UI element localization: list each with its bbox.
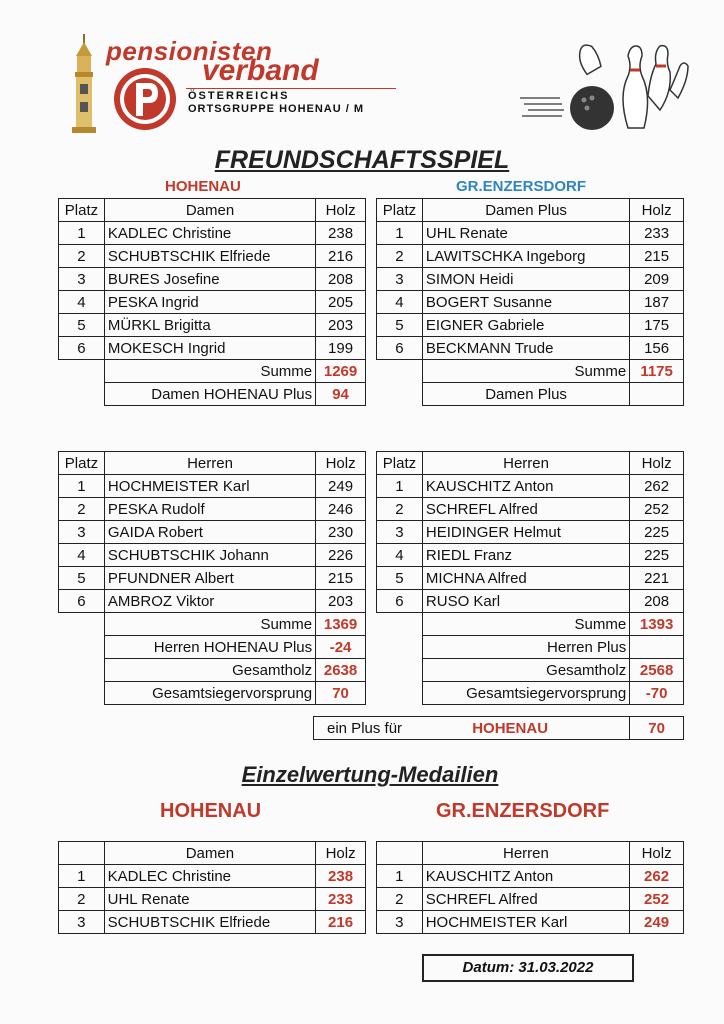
lead-row (377, 682, 684, 705)
table-row (377, 245, 684, 268)
plus-value: 94 (316, 383, 366, 406)
score-cell: 215 (630, 245, 684, 268)
table-header-row (59, 452, 366, 475)
total-label: Gesamtholz (422, 659, 629, 682)
rank-cell: 4 (377, 544, 423, 567)
col-header: Holz (316, 199, 366, 222)
total-row (59, 659, 366, 682)
sum-label: Summe (422, 360, 629, 383)
table-row (377, 291, 684, 314)
name-cell: HOCHMEISTER Karl (422, 911, 629, 934)
men-right-table (376, 451, 684, 705)
table-row (59, 268, 366, 291)
total-row (377, 659, 684, 682)
score-cell: 203 (316, 314, 366, 337)
medals-team-left: HOHENAU (160, 800, 262, 822)
women-left-table (58, 198, 366, 406)
score-cell: 238 (316, 222, 366, 245)
score-cell: 221 (630, 567, 684, 590)
score-cell: 230 (316, 521, 366, 544)
sum-row (59, 360, 366, 383)
rank-cell: 2 (59, 245, 105, 268)
name-cell: GAIDA Robert (104, 521, 315, 544)
table-row (59, 291, 366, 314)
rank-cell: 6 (377, 337, 423, 360)
score-cell: 208 (630, 590, 684, 613)
total-value: 2568 (630, 659, 684, 682)
table-row (59, 865, 366, 888)
plus-summary-team: HOHENAU (472, 719, 549, 737)
col-header: Herren (422, 842, 629, 865)
name-cell: PFUNDNER Albert (104, 567, 315, 590)
score-cell: 199 (316, 337, 366, 360)
logo-line3: ÖSTERREICHS (188, 90, 290, 102)
team-left-label: HOHENAU (165, 178, 241, 195)
sum-value: 1269 (316, 360, 366, 383)
col-header: Herren (104, 452, 315, 475)
rank-cell: 3 (377, 268, 423, 291)
table-row (377, 222, 684, 245)
score-cell: 187 (630, 291, 684, 314)
rank-cell: 3 (59, 268, 105, 291)
logo-line4: ORTSGRUPPE HOHENAU / M (188, 103, 365, 115)
rank-cell: 5 (377, 314, 423, 337)
plus-summary-text (314, 717, 630, 740)
col-header: Holz (316, 452, 366, 475)
medals-left-table (58, 841, 366, 934)
col-header: Platz (59, 452, 105, 475)
plus-summary-label: ein Plus für (327, 719, 403, 737)
name-cell: MICHNA Alfred (422, 567, 629, 590)
col-header: Herren (422, 452, 629, 475)
plus-label: Herren Plus (422, 636, 629, 659)
logo-underline (186, 88, 396, 89)
logo-line2: verband (202, 54, 319, 87)
col-header (377, 842, 423, 865)
plus-row (59, 383, 366, 406)
table-header-row (377, 842, 684, 865)
score-cell: 238 (316, 865, 366, 888)
table-header-row (59, 199, 366, 222)
table-row (377, 314, 684, 337)
name-cell: SCHUBTSCHIK Johann (104, 544, 315, 567)
sum-value: 1175 (630, 360, 684, 383)
plus-row (377, 383, 684, 406)
score-cell: 233 (630, 222, 684, 245)
table-row (377, 521, 684, 544)
rank-cell: 2 (59, 888, 105, 911)
table-row (59, 521, 366, 544)
score-cell: 226 (316, 544, 366, 567)
table-row (59, 222, 366, 245)
table-row (59, 314, 366, 337)
table-row (377, 475, 684, 498)
rank-cell: 4 (59, 544, 105, 567)
name-cell: SCHUBTSCHIK Elfriede (104, 911, 316, 934)
plus-label: Herren HOHENAU Plus (104, 636, 315, 659)
table-row (59, 888, 366, 911)
table-row (377, 544, 684, 567)
medals-right-table (376, 841, 684, 934)
col-header: Holz (630, 842, 684, 865)
col-header: Holz (630, 199, 684, 222)
name-cell: PESKA Ingrid (104, 291, 315, 314)
p-logo-icon (112, 66, 178, 132)
plus-label: Damen HOHENAU Plus (104, 383, 315, 406)
rank-cell: 1 (59, 475, 105, 498)
rank-cell: 5 (377, 567, 423, 590)
plus-value (630, 636, 684, 659)
rank-cell: 1 (377, 865, 423, 888)
name-cell: KADLEC Christine (104, 865, 316, 888)
table-row (377, 865, 684, 888)
col-header: Platz (59, 199, 105, 222)
sum-row (59, 613, 366, 636)
name-cell: MÜRKL Brigitta (104, 314, 315, 337)
date-box (422, 954, 634, 982)
rank-cell: 3 (377, 911, 423, 934)
plus-row (377, 636, 684, 659)
rank-cell: 1 (377, 222, 423, 245)
medals-title: Einzelwertung-Medailien (241, 762, 499, 787)
rank-cell: 6 (59, 590, 105, 613)
men-left-table (58, 451, 366, 705)
name-cell: AMBROZ Viktor (104, 590, 315, 613)
total-label: Gesamtholz (104, 659, 315, 682)
table-row (377, 590, 684, 613)
tower-icon (66, 34, 102, 134)
name-cell: PESKA Rudolf (104, 498, 315, 521)
col-header: Holz (316, 842, 366, 865)
score-cell: 208 (316, 268, 366, 291)
name-cell: KAUSCHITZ Anton (422, 475, 629, 498)
lead-value: -70 (630, 682, 684, 705)
name-cell: LAWITSCHKA Ingeborg (422, 245, 629, 268)
rank-cell: 6 (377, 590, 423, 613)
table-row (59, 498, 366, 521)
table-row (59, 337, 366, 360)
score-cell: 252 (630, 888, 684, 911)
women-right-table (376, 198, 684, 406)
plus-label: Damen Plus (422, 383, 629, 406)
col-header (59, 842, 105, 865)
sum-label: Summe (104, 360, 315, 383)
plus-summary-value: 70 (630, 717, 684, 740)
table-row (59, 911, 366, 934)
score-cell: 215 (316, 567, 366, 590)
sum-label: Summe (104, 613, 315, 636)
lead-value: 70 (316, 682, 366, 705)
rank-cell: 4 (377, 291, 423, 314)
col-header: Holz (630, 452, 684, 475)
rank-cell: 5 (59, 314, 105, 337)
medals-team-right: GR.ENZERSDORF (436, 800, 610, 822)
logo-line1: pensionisten (106, 36, 273, 66)
rank-cell: 1 (59, 222, 105, 245)
rank-cell: 5 (59, 567, 105, 590)
col-header: Platz (377, 199, 423, 222)
total-value: 2638 (316, 659, 366, 682)
score-cell: 216 (316, 245, 366, 268)
rank-cell: 6 (59, 337, 105, 360)
table-row (377, 911, 684, 934)
name-cell: MOKESCH Ingrid (104, 337, 315, 360)
sum-row (377, 613, 684, 636)
table-header-row (377, 199, 684, 222)
rank-cell: 2 (377, 245, 423, 268)
table-row (377, 337, 684, 360)
score-cell: 246 (316, 498, 366, 521)
table-header-row (59, 842, 366, 865)
col-header: Platz (377, 452, 423, 475)
score-cell: 175 (630, 314, 684, 337)
sum-row (377, 360, 684, 383)
name-cell: BURES Josefine (104, 268, 315, 291)
table-row (59, 475, 366, 498)
rank-cell: 1 (377, 475, 423, 498)
name-cell: HEIDINGER Helmut (422, 521, 629, 544)
lead-label: Gesamtsiegervorsprung (104, 682, 315, 705)
score-cell: 205 (316, 291, 366, 314)
lead-label: Gesamtsiegervorsprung (422, 682, 629, 705)
rank-cell: 3 (59, 911, 105, 934)
rank-cell: 3 (59, 521, 105, 544)
score-cell: 203 (316, 590, 366, 613)
score-cell: 262 (630, 475, 684, 498)
table-row (377, 567, 684, 590)
table-row (59, 544, 366, 567)
score-cell: 156 (630, 337, 684, 360)
rank-cell: 4 (59, 291, 105, 314)
name-cell: UHL Renate (422, 222, 629, 245)
col-header: Damen (104, 199, 315, 222)
name-cell: BECKMANN Trude (422, 337, 629, 360)
plus-value (630, 383, 684, 406)
lead-row (59, 682, 366, 705)
score-cell: 249 (316, 475, 366, 498)
plus-value: -24 (316, 636, 366, 659)
col-header: Damen Plus (422, 199, 629, 222)
plus-summary (313, 716, 684, 740)
name-cell: EIGNER Gabriele (422, 314, 629, 337)
score-cell: 262 (630, 865, 684, 888)
rank-cell: 3 (377, 521, 423, 544)
logo (66, 30, 396, 140)
sum-label: Summe (422, 613, 629, 636)
page-title: FREUNDSCHAFTSSPIEL (214, 146, 510, 174)
bowling-icon (520, 36, 690, 136)
name-cell: RUSO Karl (422, 590, 629, 613)
date-text: Datum: 31.03.2022 (462, 959, 594, 976)
rank-cell: 1 (59, 865, 105, 888)
name-cell: SCHUBTSCHIK Elfriede (104, 245, 315, 268)
name-cell: HOCHMEISTER Karl (104, 475, 315, 498)
col-header: Damen (104, 842, 316, 865)
table-row (377, 498, 684, 521)
score-cell: 225 (630, 544, 684, 567)
rank-cell: 2 (377, 888, 423, 911)
table-row (59, 245, 366, 268)
table-header-row (377, 452, 684, 475)
table-row (59, 590, 366, 613)
name-cell: KAUSCHITZ Anton (422, 865, 629, 888)
table-row (59, 567, 366, 590)
name-cell: SCHREFL Alfred (422, 888, 629, 911)
team-right-label: GR.ENZERSDORF (456, 178, 587, 195)
name-cell: BOGERT Susanne (422, 291, 629, 314)
score-cell: 209 (630, 268, 684, 291)
sum-value: 1369 (316, 613, 366, 636)
rank-cell: 2 (377, 498, 423, 521)
plus-row (59, 636, 366, 659)
sum-value: 1393 (630, 613, 684, 636)
score-cell: 225 (630, 521, 684, 544)
name-cell: UHL Renate (104, 888, 316, 911)
name-cell: SCHREFL Alfred (422, 498, 629, 521)
score-cell: 249 (630, 911, 684, 934)
score-cell: 216 (316, 911, 366, 934)
score-cell: 252 (630, 498, 684, 521)
rank-cell: 2 (59, 498, 105, 521)
name-cell: KADLEC Christine (104, 222, 315, 245)
name-cell: RIEDL Franz (422, 544, 629, 567)
score-cell: 233 (316, 888, 366, 911)
name-cell: SIMON Heidi (422, 268, 629, 291)
table-row (377, 268, 684, 291)
table-row (377, 888, 684, 911)
